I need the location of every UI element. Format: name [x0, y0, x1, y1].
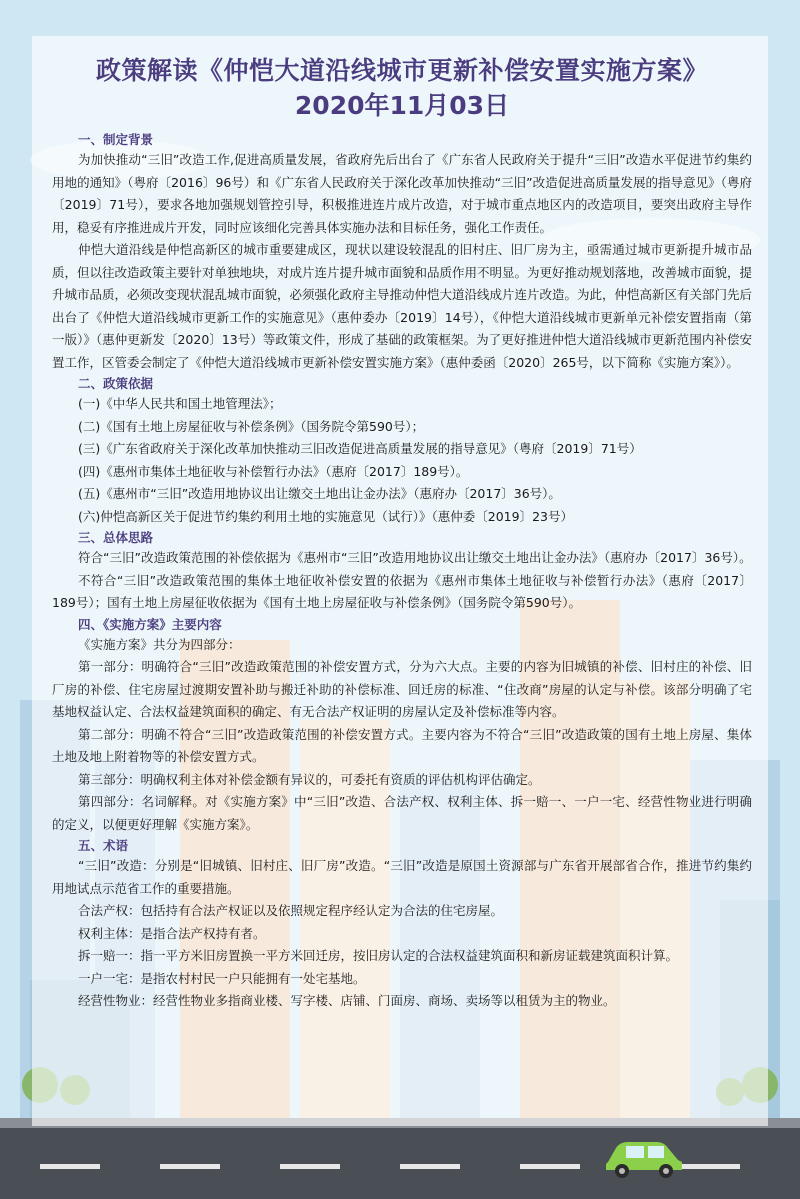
section-heading: 三、总体思路: [78, 530, 154, 545]
paragraph: 第一部分：明确符合“三旧”改造政策范围的补偿安置方式，分为六大点。主要的内容为旧城镇的补偿、旧村庄的补偿、旧厂房的补偿、住宅房屋过渡期安置补助与搬迁补助的补偿标准、回迁房的标准、“住改商”房屋的认定与补偿。该部分明确了宅基地权益认定、合法权益建筑面积的确定、有无合法产权证明的房屋认定及补偿标准等内容。: [52, 659, 752, 719]
paragraph: 拆一赔一：指一平方米旧房置换一平方米回迁房，按旧房认定的合法权益建筑面积和新房证载建筑面积计算。: [78, 948, 679, 963]
paragraph: 为加快推动“三旧”改造工作,促进高质量发展，省政府先后出台了《广东省人民政府关于提升“三旧”改造水平促进节约集约用地的通知》（粤府〔2016〕96号）和《广东省人民政府关于深化改革加快推动“三旧”改造促进高质量发展的指导意见》（粤府〔2019〕71号），要求各地加强规划管控引导，积极推进连片成片改造，对于城市重点地区内的改造项目，要突出政府主导作用，稳妥有序推进成片开发，同时应该细化完善具体实施办法和目标任务，强化工作责任。: [52, 152, 752, 235]
publish-date: 2020年11月03日: [294, 91, 510, 120]
list-item: (四)《惠州市集体土地征收与补偿暂行办法》（惠府〔2017〕189号）。: [78, 463, 469, 479]
list-item: (五)《惠州市“三旧”改造用地协议出让缴交土地出让金办法》（惠府办〔2017〕36号）。: [78, 486, 561, 501]
list-item: (六)仲恺高新区关于促进节约集约利用土地的实施意见（试行）》（惠仲委〔2019〕23号）: [78, 508, 573, 524]
section-heading: 五、术语: [78, 838, 129, 853]
section-heading: 四、《实施方案》主要内容: [78, 616, 222, 632]
section-background: [52, 130, 752, 374]
paragraph: “三旧”改造：分别是“旧城镇、旧村庄、旧厂房”改造。“三旧”改造是原国土资源部与广东省开展部省合作，推进节约集约用地试点示范省工作的重要措施。: [52, 858, 752, 896]
paragraph: 经营性物业：经营性物业多指商业楼、写字楼、店铺、门面房、商场、卖场等以租赁为主的物业。: [78, 993, 616, 1008]
section-heading: 一、制定背景: [78, 132, 154, 147]
section-heading: 二、政策依据: [78, 376, 154, 391]
paragraph: 权利主体：是指合法产权持有者。: [78, 925, 266, 941]
paragraph: 符合“三旧”改造政策范围的补偿依据为《惠州市“三旧”改造用地协议出让缴交土地出让金办法》（惠府办〔2017〕36号）。: [78, 550, 752, 565]
list-item: (二)《国有土地上房屋征收与补偿条例》（国务院令第590号）；: [78, 418, 425, 434]
section-basis: [52, 374, 752, 528]
list-item: (三)《广东省政府关于深化改革加快推动三旧改造促进高质量发展的指导意见》（粤府〔2019〕71号）: [78, 441, 642, 456]
section-approach: [52, 528, 752, 615]
paragraph: 第三部分：明确权利主体对补偿金额有异议的，可委托有资质的评估机构评估确定。: [78, 771, 541, 787]
document-body: [52, 54, 752, 1013]
paragraph: 《实施方案》共分为四部分：: [78, 636, 241, 652]
section-main-content: [52, 615, 752, 837]
section-terms: [52, 836, 752, 1013]
paragraph: 一户一宅：是指农村村民一户只能拥有一处宅基地。: [78, 970, 366, 986]
page-title: 政策解读《仲恺大道沿线城市更新补偿安置实施方案》: [95, 56, 708, 85]
paragraph: 仲恺大道沿线是仲恺高新区的城市重要建成区，现状以建设较混乱的旧村庄、旧厂房为主，亟需通过城市更新提升城市品质，但以往改造政策主要针对单独地块，对成片连片提升城市面貌和品质作用不明显。为更好推动规划落地，改善城市面貌，提升城市品质，必须改变现状混乱城市面貌，必须强化政府主导推动仲恺大道沿线成片连片改造。为此，仲恺高新区有关部门先后出台了《仲恺大道沿线城市更新工作的实施意见》（惠仲委办〔2019〕14号），《仲恺大道沿线城市更新单元补偿安置指南（第一版）》（惠仲更新发〔2020〕13号）等政策文件，形成了基础的政策框架。为了更好推进仲恺大道沿线城市更新范围内补偿安置工作，区管委会制定了《仲恺大道沿线城市更新补偿安置实施方案》（惠仲委函〔2020〕265号，以下简称《实施方案》）。: [52, 242, 753, 370]
car-icon: [602, 1134, 686, 1180]
paragraph: 合法产权：包括持有合法产权证以及依照规定程序经认定为合法的住宅房屋。: [78, 903, 504, 918]
paragraph: 不符合“三旧”改造政策范围的集体土地征收补偿安置的依据为《惠州市集体土地征收与补偿暂行办法》（惠府〔2017〕189号）；国有土地上房屋征收依据为《国有土地上房屋征收与补偿条例》（国务院令第590号）。: [52, 572, 752, 610]
list-item: (一)《中华人民共和国土地管理法》；: [78, 396, 282, 411]
paragraph: 第四部分：名词解释。对《实施方案》中“三旧”改造、合法产权、权利主体、拆一赔一、一户一宅、经营性物业进行明确的定义，以便更好理解《实施方案》。: [52, 794, 752, 832]
paragraph: 第二部分：明确不符合“三旧”改造政策范围的补偿安置方式。主要内容为不符合“三旧”改造政策的国有土地上房屋、集体土地及地上附着物等的补偿安置方式。: [52, 726, 752, 764]
